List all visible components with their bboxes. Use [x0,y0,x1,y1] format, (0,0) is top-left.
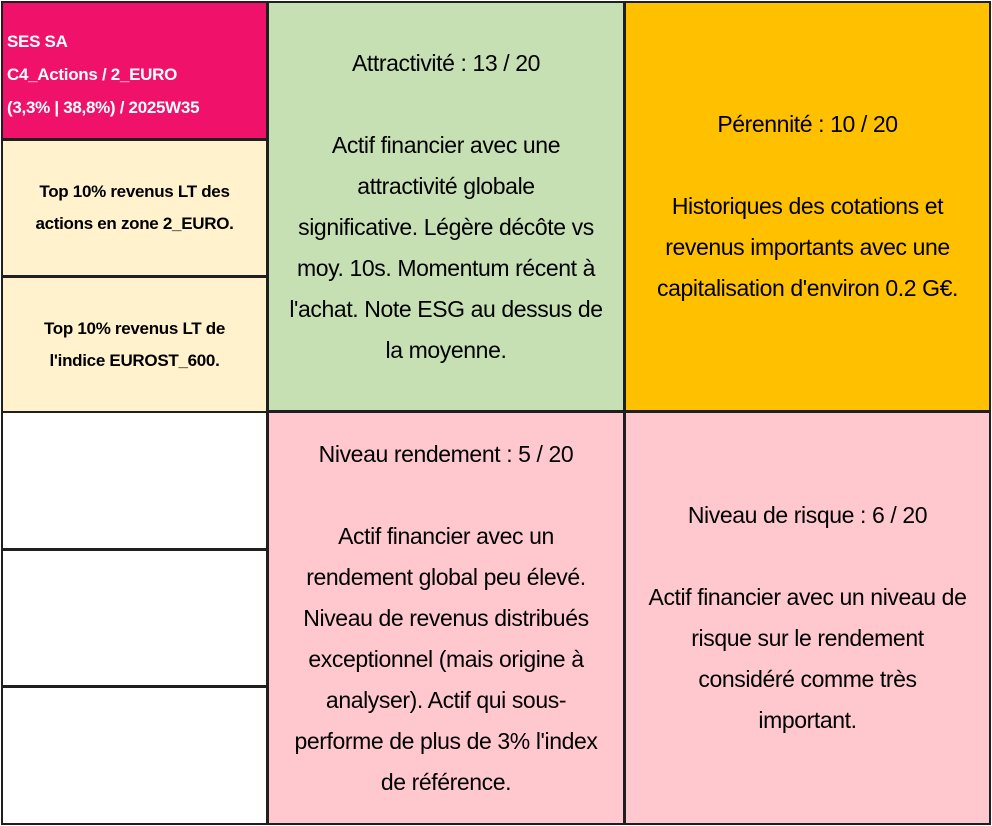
attractivite-text-line: significative. Légère décôte vs [298,213,594,240]
note-zone-euro [1,139,268,277]
rendement-panel [267,411,625,825]
risque-text-line: Actif financier avec un niveau de [648,584,967,610]
note-zone-euro-line2: actions en zone 2_EURO. [35,214,234,233]
perennite-text-line: revenus importants avec une [665,234,950,260]
attractivite-text-line: moy. 10s. Momentum récent à [296,254,596,281]
rendement-text-line: analyser). Actif qui sous- [325,686,567,713]
rendement-text-line: de référence. [380,768,512,795]
rendement-text-line: exceptionnel (mais origine à [308,645,584,672]
perennite-panel [624,1,991,412]
attractivite-text-line: l'achat. Note ESG au dessus de [289,295,603,322]
perennite-text-line: Historiques des cotations et [671,193,944,219]
attractivite-title: Attractivité : 13 / 20 [351,49,541,76]
attractivite-panel [267,1,625,412]
rendement-text-line: Actif financier avec un [338,522,554,549]
note-index-line2: l'indice EUROST_600. [49,351,220,370]
note-zone-euro-line1: Top 10% revenus LT des [39,182,230,201]
rendement-text-line: rendement global peu élevé. [306,563,586,590]
risque-panel [624,411,991,825]
attractivite-text-line: Actif financier avec une [331,131,561,158]
rendement-text-line: Niveau de revenus distribués [303,604,589,631]
perennite-title: Pérennité : 10 / 20 [717,111,898,137]
perennite-text-line: capitalisation d'environ 0.2 G€. [656,275,958,301]
note-index [1,276,268,414]
note-index-line1: Top 10% revenus LT de [43,319,226,338]
empty-cell-1 [1,411,268,550]
risque-text-line: important. [758,707,857,733]
risque-title: Niveau de risque : 6 / 20 [687,502,928,528]
empty-cell-3 [1,686,268,825]
asset-header [1,1,268,140]
empty-cell-2 [1,549,268,687]
attractivite-text-line: la moyenne. [385,336,507,363]
risque-text-line: considéré comme très [698,666,917,692]
asset-name: SES SA [7,32,68,51]
asset-category: C4_Actions / 2_EURO [7,65,178,84]
rendement-title: Niveau rendement : 5 / 20 [318,440,574,467]
risque-text-line: risque sur le rendement [691,625,924,651]
asset-stats: (3,3% | 38,8%) / 2025W35 [7,98,200,117]
rendement-text-line: performe de plus de 3% l'index [294,727,598,754]
attractivite-text-line: attractivité globale [357,172,535,199]
